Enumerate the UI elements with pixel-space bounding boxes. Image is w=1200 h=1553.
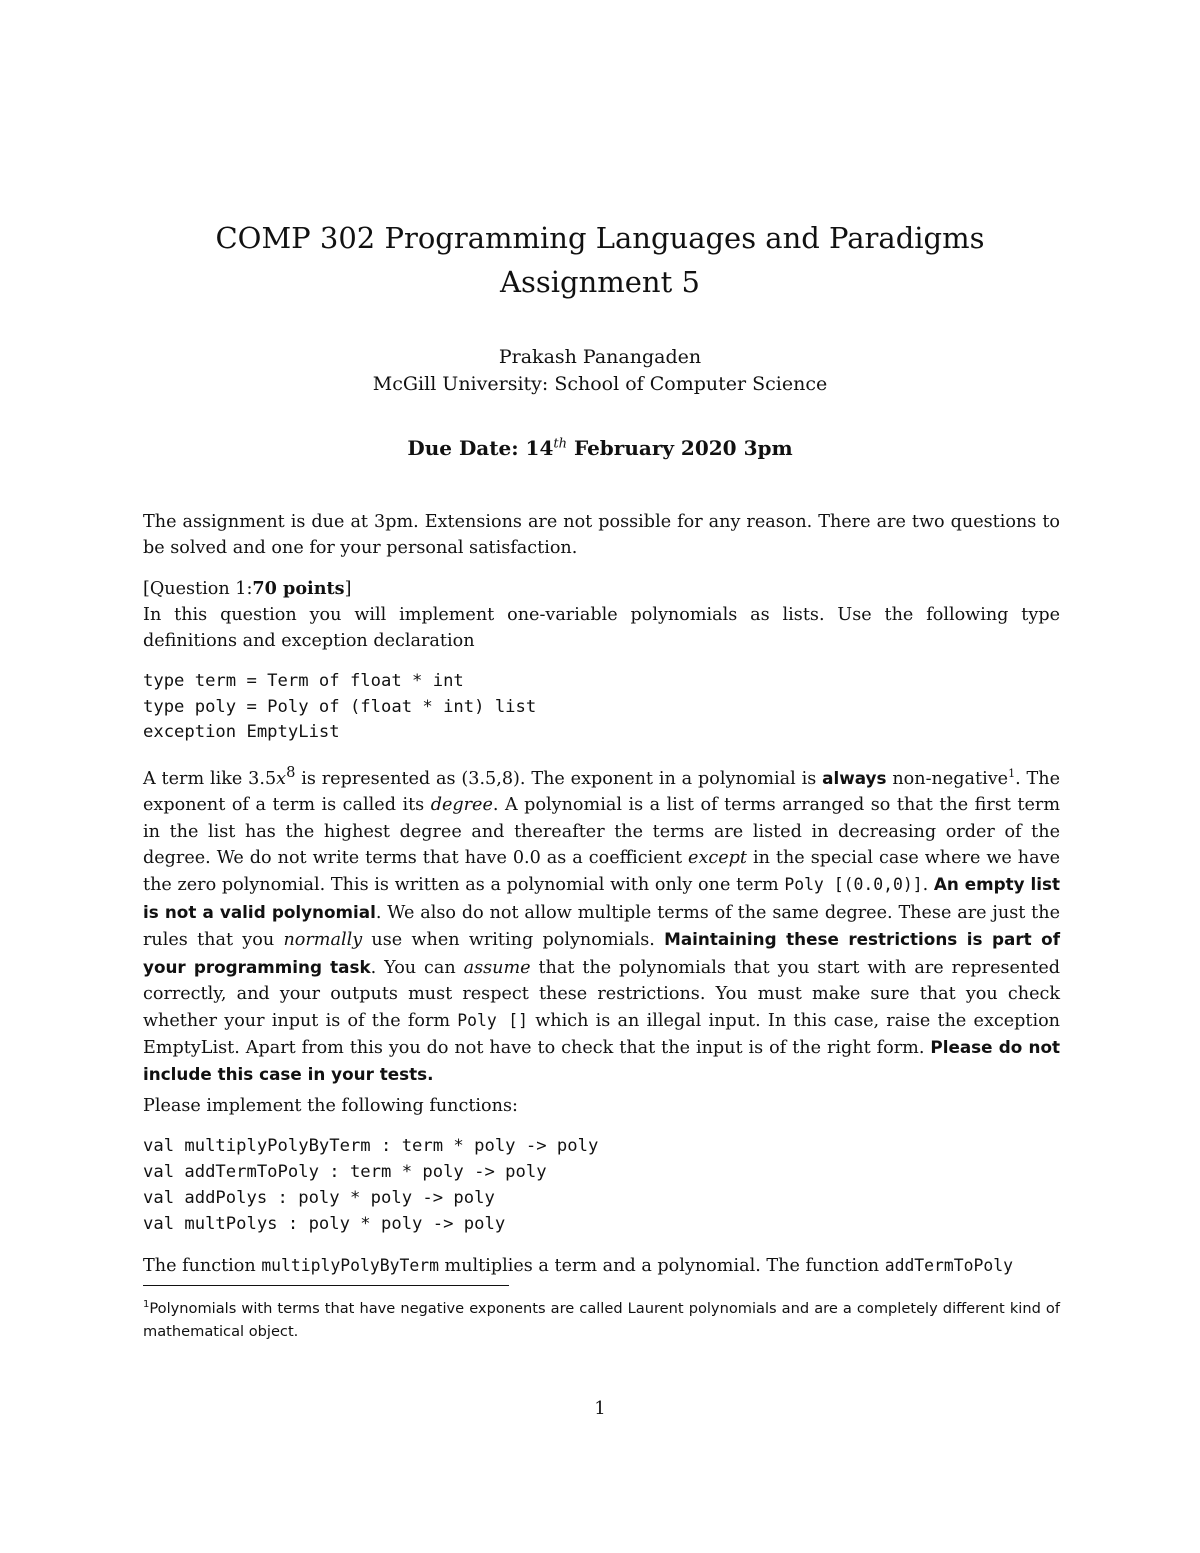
implement-instruction: Please implement the following functions:: [143, 1096, 518, 1116]
emphasis-empty-list: An empty list is not a valid polynomial: [143, 874, 1061, 922]
emphasis-no-tests: Please do not include this case in your tests.: [143, 1036, 1060, 1085]
code-line: exception EmptyList: [143, 722, 340, 743]
function-description-line: The function multiplyPolyByTerm multiplies a term and a polynomial. The function addTermToPoly: [143, 1256, 1013, 1276]
due-date-prefix: Due Date: 14: [407, 436, 554, 460]
type-definitions-code: [143, 669, 1060, 746]
footnote-divider: [143, 1285, 509, 1286]
empty-poly-code: Poly []: [457, 1010, 528, 1030]
emphasis-always: always: [822, 767, 887, 788]
code-line: val addPolys : poly * poly -> poly: [143, 1188, 495, 1208]
assignment-subtitle: Assignment 5: [500, 265, 700, 299]
page-number: 1: [594, 1398, 606, 1419]
code-line: val addTermToPoly : term * poly -> poly: [143, 1162, 547, 1182]
question-1-text: In this question you will implement one-variable polynomials as lists. Use the following type definitions and exception declaration: [143, 605, 1060, 652]
footnote-number: 1: [143, 1299, 150, 1310]
affiliation: McGill University: School of Computer Science: [372, 373, 828, 395]
footnote-text: Polynomials with terms that have negative exponents are called Laurent polynomials and are a completely different kind of mathematical object.: [143, 1299, 1060, 1340]
intro-paragraph: The assignment is due at 3pm. Extensions are not possible for any reason. There are two questions to be solved and one for your personal satisfaction.: [143, 512, 1060, 559]
question-1-points: 70 points: [252, 578, 345, 599]
function-signatures-code: [143, 1133, 1060, 1237]
footnote: [143, 1293, 1060, 1343]
footnote-marker[interactable]: 1: [1008, 767, 1016, 780]
author-name: Prakash Panangaden: [498, 346, 702, 368]
function-name-code: addTermToPoly: [884, 1256, 1013, 1275]
document-title: COMP 302 Programming Languages and Paradigms: [215, 221, 985, 255]
question-1-heading: [Question 1:70 points]: [143, 578, 352, 599]
code-line: val multiplyPolyByTerm : term * poly -> poly: [143, 1136, 599, 1156]
due-date-ordinal: th: [553, 436, 567, 452]
due-date: [0, 436, 1200, 460]
code-line: type term = Term of float * int: [143, 671, 464, 691]
emphasis-maintaining: Maintaining these restrictions is part of your programming task: [143, 929, 1061, 977]
zero-poly-code: Poly [(0.0,0)]: [784, 875, 923, 895]
code-line: type poly = Poly of (float * int) list: [143, 696, 537, 717]
polynomial-rules-paragraph: A term like $3.5x^8$ is represented as (3.5,8). The exponent in a polynomial is always non-negative$^1$. The exponent of a term is called its degree. A polynomial is a list of terms arranged so that the first term in the list has the highest degree and thereafter the terms are listed in decreasing order of the degree. We do not write terms that have 0.0 as a coefficient except in the special case where we have the zero polynomial. This is written as a polynomial with only one term Poly [(0.0,0)]. An empty list is not a valid polynomial. We also do not allow multiple terms of the same degree. These are just the rules that you normally use when writing polynomials. Maintaining these restrictions is part of your programming task. You can assume that the polynomials that you start with are represented correctly, and your outputs must respect these restrictions. You must make sure that you check whether your input is of the form Poly [] which is an illegal input. In this case, raise the exception EmptyList. Apart from this you do not have to check that the input is of the right form. Please do not include this case in your tests.: [143, 764, 1061, 1085]
function-name-code: multiplyPolyByTerm: [261, 1256, 439, 1275]
code-line: val multPolys : poly * poly -> poly: [143, 1214, 506, 1234]
due-date-suffix: February 2020 3pm: [567, 436, 793, 460]
